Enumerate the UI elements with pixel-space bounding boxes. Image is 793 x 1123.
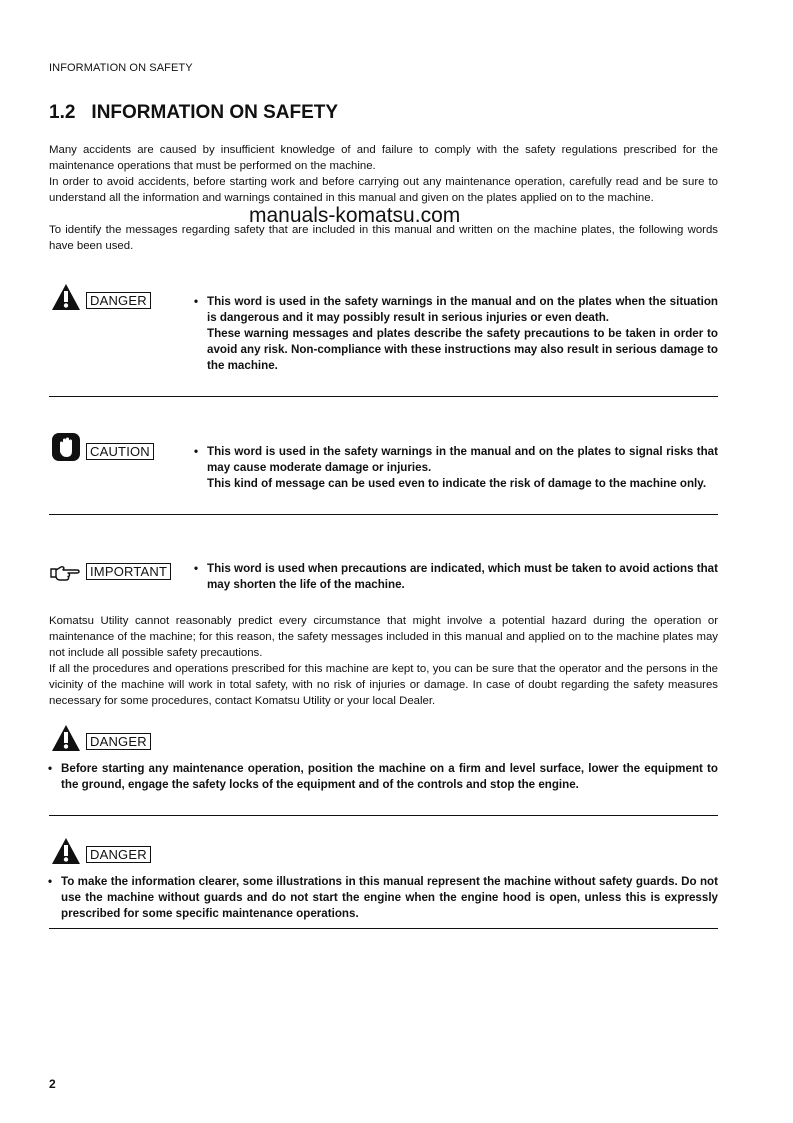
- important-description: [194, 561, 718, 593]
- warning-triangle-icon: [51, 283, 81, 311]
- running-header: INFORMATION ON SAFETY: [49, 62, 193, 74]
- caution-label: CAUTION: [86, 443, 154, 460]
- bullet-dot: •: [48, 875, 53, 888]
- page-number: 2: [49, 1077, 56, 1091]
- warning-item: [48, 874, 718, 922]
- bullet-dot: •: [194, 445, 199, 458]
- bullet-dot: •: [194, 562, 199, 575]
- divider: [49, 928, 718, 929]
- warning-text: Before starting any maintenance operation, position the machine on a firm and level surface, lower the equipment to the ground, engage the safety locks of the equipment and of the controls and stop the engine.: [61, 762, 718, 791]
- danger-label: DANGER: [86, 733, 151, 750]
- pointing-hand-icon: [50, 563, 80, 581]
- danger-label: DANGER: [86, 292, 151, 309]
- warning-triangle-icon: [51, 837, 81, 865]
- caution-description: [194, 444, 718, 492]
- intro-paragraph-3: To identify the messages regarding safety that are included in this manual and written on the machine plates, the following words have been used.: [49, 224, 718, 252]
- important-text-1: This word is used when precautions are indicated, which must be taken to avoid actions that may shorten the life of the machine.: [207, 562, 718, 591]
- body-paragraph-1: Komatsu Utility cannot reasonably predict every circumstance that might involve a potential hazard during the operation or maintenance of the machine; for this reason, the safety messages included in this manual and applied on to the machine plates may not include all possible safety precautions.: [49, 615, 718, 659]
- warning-triangle-icon: [51, 724, 81, 752]
- section-number: 1.2: [49, 102, 76, 123]
- warning-item: [48, 761, 718, 793]
- divider: [49, 396, 718, 397]
- caution-text-1: This word is used in the safety warnings in the manual and on the plates to signal risks that may cause moderate damage or injuries.: [207, 445, 718, 474]
- body-paragraph-2: If all the procedures and operations prescribed for this machine are kept to, you can be sure that the operator and the persons in the vicinity of the machine will work in total safety, with no risk of injuries or damage. In case of doubt regarding the safety measures necessary for some procedures, contact Komatsu Utility or your local Dealer.: [49, 663, 718, 707]
- stop-hand-icon: [51, 432, 81, 462]
- important-label: IMPORTANT: [86, 563, 171, 580]
- watermark: manuals-komatsu.com: [249, 204, 461, 227]
- warning-text: To make the information clearer, some illustrations in this manual represent the machine without safety guards. Do not use the machine without guards and do not start the engine when the engine hood is open, unless this is expressly prescribed for some specific maintenance operations.: [61, 875, 718, 920]
- divider: [49, 815, 718, 816]
- divider: [49, 514, 718, 515]
- intro-paragraph-2: In order to avoid accidents, before starting work and before carrying out any maintenance operation, carefully read and be sure to understand all the information and warnings contained in this manual and given on the plates applied on to the machine.: [49, 176, 718, 204]
- danger-text-1: This word is used in the safety warnings in the manual and on the plates when the situation is dangerous and it may possibly result in serious injuries or even death.: [207, 295, 718, 324]
- danger-description: [194, 294, 718, 374]
- intro-paragraph-1: Many accidents are caused by insufficient knowledge of and failure to comply with the safety regulations prescribed for the maintenance operations that must be performed on the machine.: [49, 144, 718, 172]
- section-title: [49, 102, 338, 124]
- section-title-text: INFORMATION ON SAFETY: [91, 102, 339, 123]
- danger-text-2: These warning messages and plates describe the safety precautions to be taken in order to avoid any risk. Non-compliance with these instructions may also result in serious damage to the machine.: [207, 327, 718, 372]
- bullet-dot: •: [194, 295, 199, 308]
- danger-label: DANGER: [86, 846, 151, 863]
- bullet-dot: •: [48, 762, 53, 775]
- caution-text-2: This kind of message can be used even to indicate the risk of damage to the machine only.: [207, 477, 707, 490]
